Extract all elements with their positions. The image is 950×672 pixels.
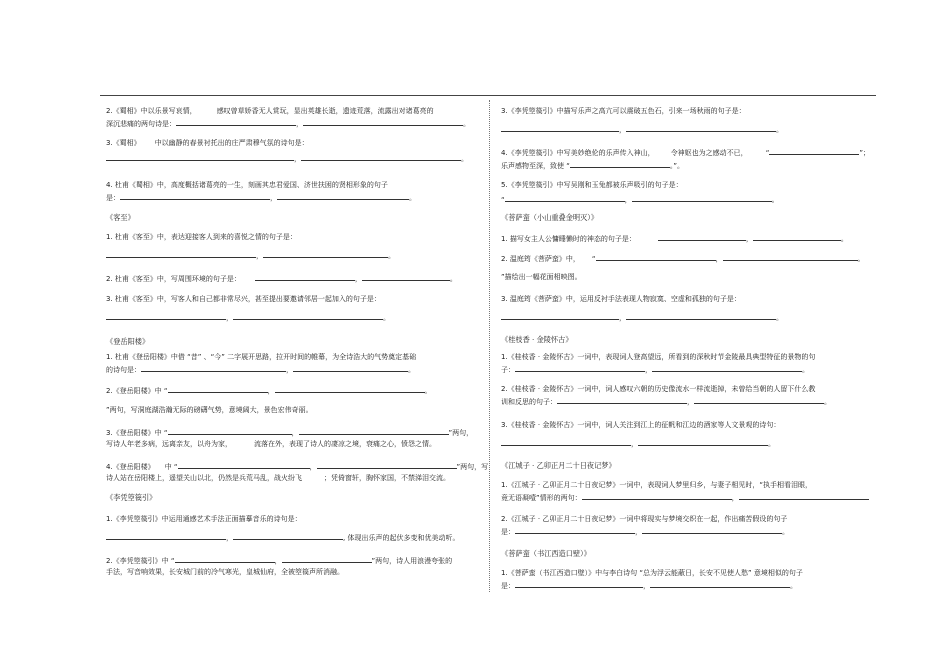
- answer-blank[interactable]: [650, 579, 790, 588]
- answer-blank[interactable]: [303, 117, 463, 126]
- answer-blank[interactable]: [106, 249, 256, 258]
- answer-blank[interactable]: [263, 249, 388, 258]
- answer-blank[interactable]: [501, 311, 619, 320]
- question-dengyueyang-1: 1. 杜甫《登岳阳楼》中借 “昔” 、“今” 二字展开思路，拉开时间的帷幕，为全诗浩大的气势奠定基础 的诗句是： ， 。: [106, 353, 417, 374]
- question-kezhi-2: 2. 杜甫《客至》中，写周围环境的句子是： ， 。: [106, 272, 488, 285]
- answer-blank[interactable]: [317, 460, 457, 469]
- question-jiangchengzi-1: 1.《江城子 · 乙卯正月二十日夜记梦》一词中，表现词人梦里归乡，与妻子相见时，“执手相看泪眼， 竟无语凝噎”情形的两句： ，: [501, 480, 887, 504]
- question-pusaman-2: 2. 温庭筠《菩萨蛮》中， “ ， 。 ”描绘出一幅花面相映图。: [501, 252, 887, 283]
- section-heading: 《菩萨蛮（小山重叠金明灭）》: [501, 213, 599, 222]
- answer-blank[interactable]: [282, 554, 372, 563]
- section-heading: 《桂枝香 · 金陵怀古》: [501, 335, 573, 344]
- section-heading: 《客至》: [106, 213, 135, 222]
- question-shuxiang-4: 4. 杜甫《蜀相》中，高度概括诸葛亮的一生，刻画其忠君爱国、济世扶困的贤相形象的句子 是： ， 。: [106, 181, 416, 202]
- answer-blank[interactable]: [106, 531, 226, 540]
- column-divider: [489, 100, 490, 592]
- answer-blank[interactable]: [769, 146, 859, 155]
- answer-blank[interactable]: [106, 152, 294, 161]
- answer-blank[interactable]: [175, 554, 275, 563]
- answer-blank[interactable]: [505, 193, 625, 202]
- section-heading: 《江城子 · 乙卯正月二十日夜记梦》: [501, 461, 616, 470]
- answer-blank[interactable]: [233, 311, 383, 320]
- question-jiangchengzi-2: 2.《江城子 · 乙卯正月二十日夜记梦》一词中将现实与梦境交织在一起，作出痛苦假设的句子 是： ， 。: [501, 515, 789, 536]
- answer-blank[interactable]: [120, 191, 270, 200]
- answer-blank[interactable]: [299, 426, 449, 435]
- answer-blank[interactable]: [694, 395, 824, 404]
- question-dengyueyang-4: 4.《登岳阳楼》 中 “ ， ”两句，写 诗人站在岳阳楼上，遥望关山以北，仍然是兵荒马乱，战火纷飞 ；凭倚窗轩，胸怀家国，不禁涕泪交流。: [106, 460, 488, 484]
- answer-blank[interactable]: [275, 384, 425, 393]
- answer-blank[interactable]: [582, 491, 732, 500]
- section-heading: 《登岳阳楼》: [106, 337, 150, 346]
- answer-blank[interactable]: [515, 525, 635, 534]
- question-kezhi-3: 3. 杜甫《客至》中，写客人和自己都非常尽兴，甚至提出要邀请邻居一起加入的句子是： ， 。: [106, 295, 390, 322]
- question-pusaman2-1: 1.《菩萨蛮（书江西造口壁）》中与李白诗句 “总为浮云能蔽日，长安不见使人愁” 意境相似的句子 是： ， 。: [501, 569, 803, 590]
- answer-blank[interactable]: [638, 437, 768, 446]
- question-kezhi-1: 1. 杜甫《客至》中，表达迎接客人到来的喜悦之情的句子是： ， 。: [106, 233, 395, 260]
- answer-blank[interactable]: [501, 123, 619, 132]
- answer-blank[interactable]: [168, 384, 268, 393]
- answer-blank[interactable]: [739, 491, 869, 500]
- question-guizhixiang-1: 1.《桂枝香 · 金陵怀古》一词中，表现词人登高望远，所看到的深秋时节金陵最具典型特征的景物的句 子： ， 。: [501, 353, 816, 374]
- question-dengyueyang-2: 2.《登岳阳楼》中 “ ， 。 ”两句，写洞庭湖浩瀚无际的磅礴气势，意境阔大，景色宏伟奇丽。: [106, 384, 488, 416]
- answer-blank[interactable]: [178, 460, 310, 469]
- answer-blank[interactable]: [570, 159, 670, 168]
- question-lipingkonghouyin-4: 4.《李凭箜篌引》中写美妙绝伦的乐声传入神山， 令神妪也为之感动不已， “ ”； 乐声感物至深，致使 “ 。”。: [501, 146, 887, 172]
- answer-blank[interactable]: [626, 123, 776, 132]
- answer-blank[interactable]: [626, 311, 776, 320]
- answer-blank[interactable]: [632, 193, 772, 202]
- answer-blank[interactable]: [233, 531, 343, 540]
- answer-blank[interactable]: [515, 363, 645, 372]
- question-guizhixiang-2: 2.《桂枝香 · 金陵怀古》一词中，词人感叹六朝的历史像流水一样流逝掉，未曾给当朝的人留下什么教 训和反思的句子： ， 。: [501, 385, 831, 406]
- answer-blank[interactable]: [141, 363, 286, 372]
- answer-blank[interactable]: [106, 311, 226, 320]
- question-lipingkonghouyin-2: 2.《李凭箜篌引》中 “ ， ”两句，诗人用浪漫夸张的 手法，写音响效果，长安城门前的冷气寒光，皇城仙府，全被箜篌声所消融。: [106, 554, 488, 578]
- answer-blank[interactable]: [515, 579, 643, 588]
- question-lipingkonghouyin-5: 5.《李凭箜篌引》中写吴刚和玉兔都被乐声吸引的句子是： “ ， 。: [501, 181, 779, 204]
- question-lipingkonghouyin-3: 3.《李凭箜篌引》中描写乐声之高亢可以震破五色石，引来一场秋雨的句子是： ， 。: [501, 107, 783, 134]
- answer-blank[interactable]: [596, 252, 716, 261]
- question-shuxiang-2: 2.《蜀相》中以乐景写哀情， 感叹曾草娇香无人赏玩，显出英雄长逝，遗迹荒落，流露出对诸葛亮的 深沉悲痛的两句诗是： ， 。: [106, 107, 470, 128]
- answer-blank[interactable]: [293, 363, 408, 372]
- answer-blank[interactable]: [557, 395, 687, 404]
- answer-blank[interactable]: [753, 232, 841, 241]
- answer-blank[interactable]: [301, 152, 461, 161]
- answer-blank[interactable]: [255, 272, 355, 281]
- question-lipingkonghouyin-1: 1.《李凭箜篌引》中运用通感艺术手法正面描摹音乐的诗句是： ， , 体现出乐声的起伏多变和优美动听。: [106, 515, 460, 542]
- answer-blank[interactable]: [652, 363, 802, 372]
- question-shuxiang-3: 3.《蜀相》 中以幽静的春景衬托出的庄严肃穆气氛的诗句是： ， 。: [106, 139, 468, 163]
- section-heading: 《菩萨蛮（书江西造口壁）》: [501, 549, 591, 558]
- question-pusaman-1: 1. 描写女主人公慵睡懒时的神态的句子是： ， 。: [501, 232, 887, 245]
- question-pusaman-3: 3. 温庭筠《菩萨蛮》中，运用反衬手法表现人物寂寞、空虚和孤独的句子是： ， 。: [501, 295, 783, 322]
- answer-blank[interactable]: [176, 117, 296, 126]
- section-heading: 《李凭箜篌引》: [106, 493, 157, 502]
- answer-blank[interactable]: [168, 426, 292, 435]
- top-rule: [100, 95, 876, 96]
- answer-blank[interactable]: [723, 252, 858, 261]
- answer-blank[interactable]: [501, 437, 631, 446]
- answer-blank[interactable]: [362, 272, 450, 281]
- answer-blank[interactable]: [277, 191, 409, 200]
- answer-blank[interactable]: [642, 525, 782, 534]
- question-guizhixiang-3: 3.《桂枝香 · 金陵怀古》一词中，词人关注到江上的征帆和江边的酒家等人文景观的诗句： ， 。: [501, 421, 781, 448]
- question-dengyueyang-3: 3.《登岳阳楼》中 “ ， ”两句， 写诗人年老多病，远离亲友，以舟为家， 流落在外，表现了诗人的凄凉之境，衰痛之心，愤怨之情。: [106, 426, 488, 450]
- answer-blank[interactable]: [658, 232, 746, 241]
